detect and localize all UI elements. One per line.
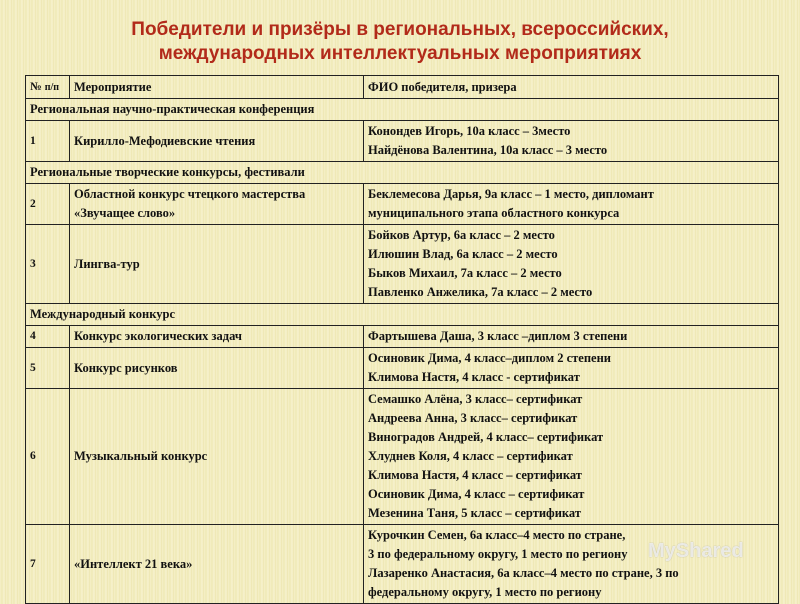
winner-line: Беклемесова Дарья, 9а класс – 1 место, дипломант xyxy=(368,187,654,201)
row-number: 7 xyxy=(26,525,70,604)
table-row xyxy=(26,389,779,525)
row-number: 4 xyxy=(26,326,70,348)
row-number: 3 xyxy=(26,225,70,304)
winner-line: Осиновик Дима, 4 класс – сертификат xyxy=(368,487,585,501)
section-row xyxy=(26,99,779,121)
winner-line: Павленко Анжелика, 7а класс – 2 место xyxy=(368,285,593,299)
section-row xyxy=(26,162,779,184)
table-header-row xyxy=(26,76,779,99)
row-winners xyxy=(364,326,779,348)
winner-line: Климова Настя, 4 класс – сертификат xyxy=(368,468,582,482)
header-number: № п/п xyxy=(26,76,70,99)
winner-line: 3 по федеральному округу, 1 место по региону xyxy=(368,547,628,561)
winner-line: Андреева Анна, 3 класс– сертификат xyxy=(368,411,578,425)
winner-line: Мезенина Таня, 5 класс – сертификат xyxy=(368,506,581,520)
winner-line: Виноградов Андрей, 4 класс– сертификат xyxy=(368,430,604,444)
row-winners xyxy=(364,525,779,604)
table-row xyxy=(26,121,779,162)
winner-line: Быков Михаил, 7а класс – 2 место xyxy=(368,266,562,280)
winner-line: Хлуднев Коля, 4 класс – сертификат xyxy=(368,449,573,463)
page-title xyxy=(0,18,800,66)
winner-line: федеральному округу, 1 место по региону xyxy=(368,585,602,599)
section-row xyxy=(26,304,779,326)
row-number: 6 xyxy=(26,389,70,525)
header-event: Мероприятие xyxy=(70,76,364,99)
row-event: Конкурс экологических задач xyxy=(70,326,364,348)
winner-line: Найдёнова Валентина, 10а класс – 3 место xyxy=(368,143,608,157)
row-event: Лингва-тур xyxy=(70,225,364,304)
event-line: «Звучащее слово» xyxy=(74,206,176,220)
winner-line: Конондев Игорь, 10а класс – 3место xyxy=(368,124,571,138)
row-event xyxy=(70,184,364,225)
header-winner: ФИО победителя, призера xyxy=(364,76,779,99)
row-winners xyxy=(364,348,779,389)
section-title-regional-contests: Региональные творческие конкурсы, фестивали xyxy=(26,162,779,184)
winner-line: Илюшин Влад, 6а класс – 2 место xyxy=(368,247,558,261)
table-row xyxy=(26,525,779,604)
row-number: 2 xyxy=(26,184,70,225)
title-line-2: международных интеллектуальных мероприятиях xyxy=(158,43,642,64)
title-line-1: Победители и призёры в региональных, всероссийских, xyxy=(131,19,669,40)
row-event: Музыкальный конкурс xyxy=(70,389,364,525)
row-winners xyxy=(364,225,779,304)
winner-line: Семашко Алёна, 3 класс– сертификат xyxy=(368,392,583,406)
winner-line: Курочкин Семен, 6а класс–4 место по стране, xyxy=(368,528,626,542)
row-event: Конкурс рисунков xyxy=(70,348,364,389)
table-row xyxy=(26,348,779,389)
watermark: MyShared xyxy=(648,540,744,562)
table-row xyxy=(26,326,779,348)
row-event: Кирилло-Мефодиевские чтения xyxy=(70,121,364,162)
event-line: Областной конкурс чтецкого мастерства xyxy=(74,187,306,201)
table-row xyxy=(26,225,779,304)
section-title-regional-conference: Региональная научно-практическая конференция xyxy=(26,99,779,121)
row-winners xyxy=(364,184,779,225)
row-event: «Интеллект 21 века» xyxy=(70,525,364,604)
winner-line: Осиновик Дима, 4 класс–диплом 2 степени xyxy=(368,351,611,365)
winner-line: Лазаренко Анастасия, 6а класс–4 место по стране, 3 по xyxy=(368,566,679,580)
row-winners xyxy=(364,121,779,162)
row-number: 1 xyxy=(26,121,70,162)
table-row xyxy=(26,184,779,225)
winner-line: муниципального этапа областного конкурса xyxy=(368,206,620,220)
winner-line: Фартышева Даша, 3 класс –диплом 3 степени xyxy=(368,329,628,343)
winners-table xyxy=(25,75,779,604)
winner-line: Климова Настя, 4 класс - сертификат xyxy=(368,370,580,384)
row-winners xyxy=(364,389,779,525)
winner-line: Бойков Артур, 6а класс – 2 место xyxy=(368,228,555,242)
row-number: 5 xyxy=(26,348,70,389)
section-title-international: Международный конкурс xyxy=(26,304,779,326)
